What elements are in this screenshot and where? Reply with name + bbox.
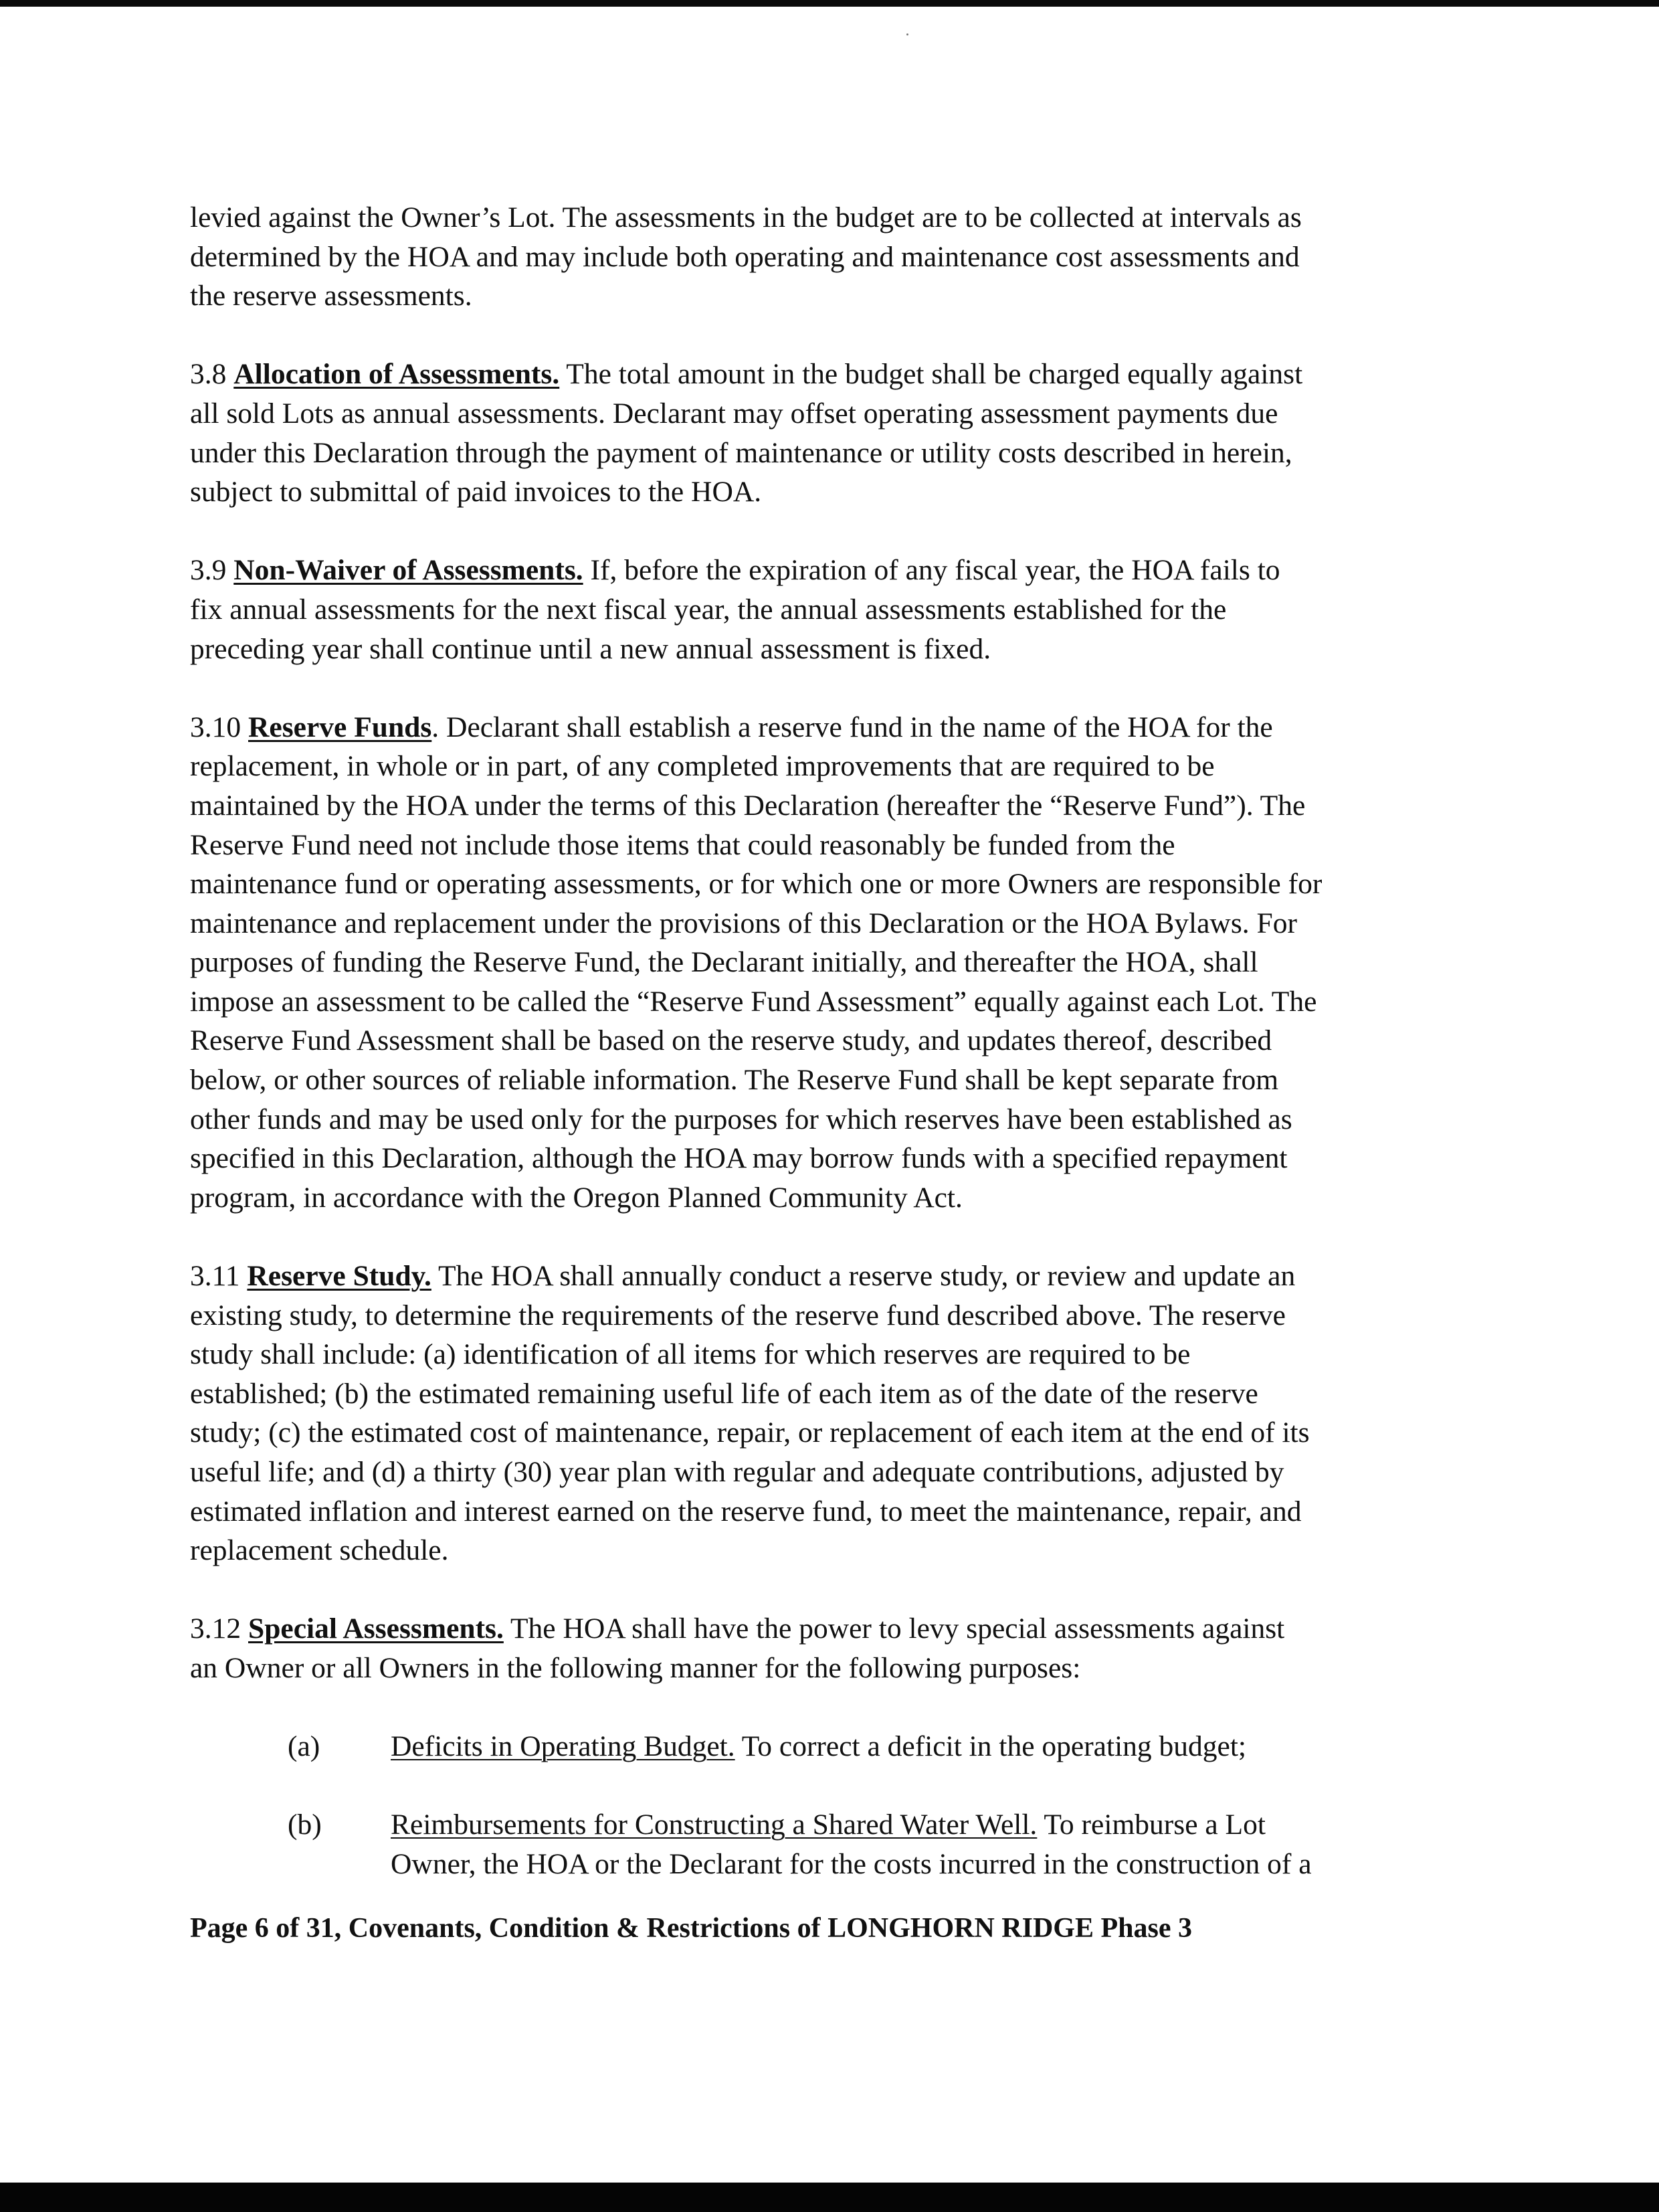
section-3-10 (190, 708, 1494, 1218)
section-number: 3.10 (190, 711, 241, 743)
section-3-12 (190, 1609, 1494, 1687)
sub-item-b (190, 1805, 1494, 1883)
sub-item-body: To reimburse a Lot Owner, the HOA or the Declarant for the costs incurred in the construction of a (391, 1809, 1312, 1880)
section-title: Reserve Funds (248, 711, 432, 743)
section-3-8 (190, 355, 1494, 511)
scan-speck (906, 33, 908, 35)
document-body (190, 198, 1494, 1923)
page-footer: Page 6 of 31, Covenants, Condition & Restrictions of LONGHORN RIDGE Phase 3 (190, 1913, 1192, 1944)
section-number: 3.11 (190, 1260, 240, 1293)
section-title: Special Assessments. (248, 1612, 504, 1645)
section-3-9 (190, 551, 1494, 668)
section-title: Non-Waiver of Assessments. (233, 554, 583, 587)
section-body: The total amount in the budget shall be charged equally against all sold Lots as annual assessments. Declarant may offset operating assessment payments due under this Declaration through the payment of maintenance or utility costs described in herein, subject to submittal of paid invoices to the HOA. (190, 358, 1303, 509)
section-number: 3.12 (190, 1612, 241, 1645)
sub-item-title: Reimbursements for Constructing a Shared Water Well. (391, 1809, 1038, 1841)
sub-item-a (190, 1727, 1494, 1766)
sub-item-letter: (a) (288, 1730, 320, 1763)
section-body: If, before the expiration of any fiscal year, the HOA fails to fix annual assessments for the next fiscal year, the annual assessments established for the preceding year shall continue until a new annual assessment is fixed. (190, 554, 1280, 665)
section-number: 3.8 (190, 358, 227, 391)
section-body: . Declarant shall establish a reserve fund in the name of the HOA for the replacement, in whole or in part, of any completed improvements that are required to be maintained by the HOA under the terms of this Declaration (hereafter the “Reserve Fund”). The Reserve Fund need not include those items that could reasonably be funded from the maintenance fund or operating assessments, or for which one or more Owners are responsible for maintenance and replacement under the provisions of this Declaration or the HOA Bylaws. For purposes of funding the Reserve Fund, the Declarant initially, and thereafter the HOA, shall impose an assessment to be called the “Reserve Fund Assessment” equally against each Lot. The Reserve Fund Assessment shall be based on the reserve study, and updates thereof, described below, or other sources of reliable information. The Reserve Fund shall be kept separate from other funds and may be used only for the purposes for which reserves have been established as specified in this Declaration, although the HOA may borrow funds with a specified repayment program, in accordance with the Oregon Planned Community Act. (190, 711, 1323, 1214)
section-body: The HOA shall annually conduct a reserve study, or review and update an existing study, to determine the requirements of the reserve fund described above. The reserve study shall include: (a) identification of all items for which reserves are required to be established; (b) the estimated remaining useful life of each item as of the date of the reserve study; (c) the estimated cost of maintenance, repair, or replacement of each item at the end of its useful life; and (d) a thirty (30) year plan with regular and adequate contributions, adjusted by estimated inflation and interest earned on the reserve fund, to meet the maintenance, repair, and replacement schedule. (190, 1260, 1310, 1567)
scan-border-top (0, 0, 1659, 7)
section-body: The HOA shall have the power to levy special assessments against an Owner or all Owners in the following manner for the following purposes: (190, 1612, 1285, 1684)
section-title: Allocation of Assessments. (233, 358, 560, 391)
intro-paragraph: levied against the Owner’s Lot. The assessments in the budget are to be collected at intervals as determined by the HOA and may include both operating and maintenance cost assessments and the reserve assessments. (190, 201, 1302, 312)
section-3-11 (190, 1257, 1494, 1570)
sub-item-letter: (b) (288, 1809, 322, 1841)
section-number: 3.9 (190, 554, 227, 587)
scan-border-bottom (0, 2183, 1659, 2212)
sub-item-body: To correct a deficit in the operating budget; (735, 1730, 1247, 1763)
sub-item-title: Deficits in Operating Budget. (391, 1730, 735, 1763)
section-title: Reserve Study. (247, 1260, 431, 1293)
